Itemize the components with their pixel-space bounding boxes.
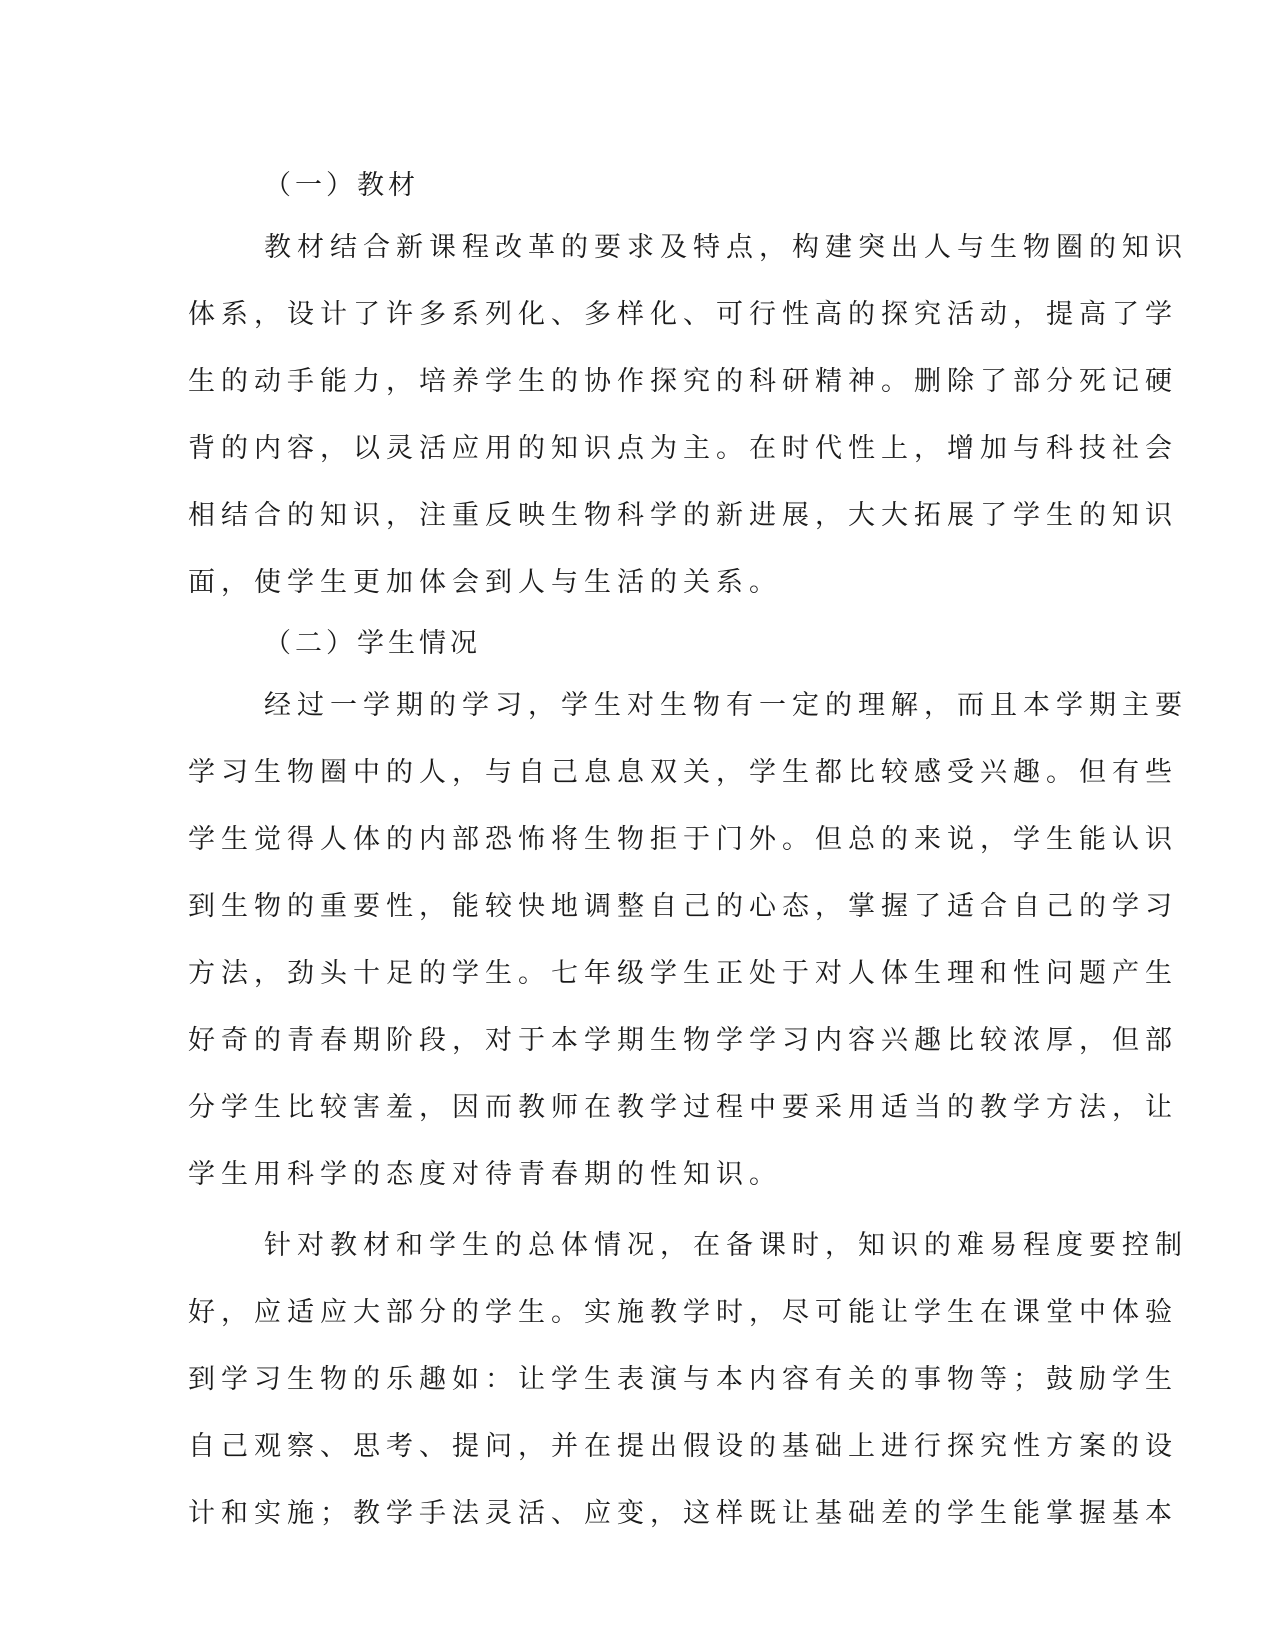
paragraph-textbook [188,214,1188,616]
section-heading-students: （二）学生情况 [264,628,481,659]
paragraph-line: 面，使学生更加体会到人与生活的关系。 [188,567,782,598]
paragraph-line: 到生物的重要性，能较快地调整自己的心态，掌握了适合自己的学习 [188,891,1178,922]
paragraph-line: 生的动手能力，培养学生的协作探究的科研精神。删除了部分死记硬 [188,366,1178,397]
paragraph-students [188,672,1188,1208]
paragraph-line: 教材结合新课程改革的要求及特点，构建突出人与生物圈的知识 [264,232,1188,263]
paragraph-line: 背的内容，以灵活应用的知识点为主。在时代性上，增加与科技社会 [188,433,1178,464]
paragraph-line: 自己观察、思考、提问，并在提出假设的基础上进行探究性方案的设 [188,1431,1178,1462]
paragraph-line: 体系，设计了许多系列化、多样化、可行性高的探究活动，提高了学 [188,299,1178,330]
paragraph-line: 学生觉得人体的内部恐怖将生物拒于门外。但总的来说，学生能认识 [188,824,1178,855]
paragraph-line: 计和实施；教学手法灵活、应变，这样既让基础差的学生能掌握基本 [188,1498,1178,1529]
document-body [188,158,1188,1547]
paragraph-line: 分学生比较害羞，因而教师在教学过程中要采用适当的教学方法，让 [188,1092,1178,1123]
paragraph-line: 学习生物圈中的人，与自己息息双关，学生都比较感受兴趣。但有些 [188,757,1178,788]
paragraph-line: 针对教材和学生的总体情况，在备课时，知识的难易程度要控制 [264,1230,1188,1261]
paragraph-line: 学生用科学的态度对待青春期的性知识。 [188,1159,782,1190]
paragraph-line: 相结合的知识，注重反映生物科学的新进展，大大拓展了学生的知识 [188,500,1178,531]
paragraph-line: 好，应适应大部分的学生。实施教学时，尽可能让学生在课堂中体验 [188,1297,1178,1328]
paragraph-line: 经过一学期的学习，学生对生物有一定的理解，而且本学期主要 [264,690,1188,721]
section-heading-textbook: （一）教材 [264,170,419,201]
paragraph-line: 好奇的青春期阶段，对于本学期生物学学习内容兴趣比较浓厚，但部 [188,1025,1178,1056]
paragraph-line: 方法，劲头十足的学生。七年级学生正处于对人体生理和性问题产生 [188,958,1178,989]
paragraph-strategy [188,1212,1188,1547]
paragraph-line: 到学习生物的乐趣如：让学生表演与本内容有关的事物等；鼓励学生 [188,1364,1178,1395]
